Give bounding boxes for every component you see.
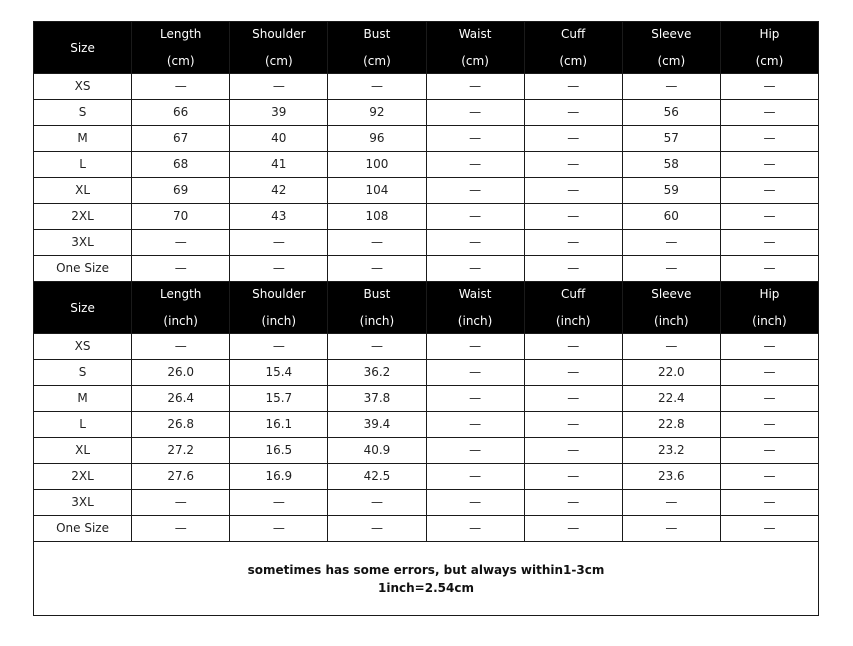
measurement-cell-hip: — [720, 204, 818, 230]
column-header-label: Hip [759, 287, 780, 301]
measurement-cell-hip: — [720, 516, 818, 542]
column-unit-label: (inch) [457, 314, 493, 328]
measurement-cell-length: 26.0 [132, 360, 230, 386]
column-unit-label: (cm) [264, 54, 293, 68]
size-label-cell: 2XL [34, 204, 132, 230]
inch_table-row-3xl [34, 490, 819, 516]
inch_table-row-xs [34, 334, 819, 360]
column-unit-label: (cm) [363, 54, 391, 68]
measurement-cell-cuff: — [524, 178, 622, 204]
measurement-cell-cuff: — [524, 100, 622, 126]
size-label-cell: XS [34, 74, 132, 100]
measurement-cell-shoulder: 41 [230, 152, 328, 178]
size-chart-body [34, 22, 819, 616]
measurement-cell-waist: — [426, 100, 524, 126]
measurement-cell-shoulder: — [230, 490, 328, 516]
measurement-cell-sleeve: 23.6 [622, 464, 720, 490]
unit-conversion-note: 1inch=2.54cm [378, 580, 474, 595]
measurement-cell-sleeve: 22.4 [622, 386, 720, 412]
measurement-cell-bust: 100 [328, 152, 426, 178]
measurement-cell-sleeve: 58 [622, 152, 720, 178]
column-unit-label: (inch) [359, 314, 395, 328]
cm_table-header-sleeve [622, 22, 720, 74]
measurement-cell-shoulder: 42 [230, 178, 328, 204]
inch_table-header-hip [720, 282, 818, 334]
cm_table-header-cuff [524, 22, 622, 74]
measurement-cell-hip: — [720, 334, 818, 360]
measurement-cell-sleeve: — [622, 490, 720, 516]
column-header-label: Size [70, 40, 95, 55]
column-header-label: Sleeve [651, 27, 692, 41]
measurement-cell-sleeve: — [622, 74, 720, 100]
measurement-cell-sleeve: — [622, 516, 720, 542]
measurement-cell-waist: — [426, 464, 524, 490]
inch_table-header-shoulder [230, 282, 328, 334]
measurement-cell-bust: — [328, 516, 426, 542]
measurement-cell-shoulder: 43 [230, 204, 328, 230]
measurement-cell-hip: — [720, 464, 818, 490]
measurement-cell-bust: 36.2 [328, 360, 426, 386]
column-header-label: Shoulder [252, 287, 306, 301]
cm_table-row-xl [34, 178, 819, 204]
column-header-label: Cuff [561, 287, 586, 301]
measurement-cell-length: 26.8 [132, 412, 230, 438]
measurement-cell-cuff: — [524, 126, 622, 152]
measurement-cell-cuff: — [524, 464, 622, 490]
column-header-label: Bust [363, 287, 391, 301]
size-label-cell: XL [34, 438, 132, 464]
measurement-cell-bust: 104 [328, 178, 426, 204]
size-label-cell: L [34, 412, 132, 438]
size-label-cell: One Size [34, 256, 132, 282]
column-header-label: Sleeve [651, 287, 692, 301]
measurement-cell-length: 67 [132, 126, 230, 152]
cm_table-header-hip [720, 22, 818, 74]
cm_table-row-l [34, 152, 819, 178]
cm_table-row-3xl [34, 230, 819, 256]
column-unit-label: (cm) [166, 54, 195, 68]
measurement-cell-cuff: — [524, 334, 622, 360]
measurement-cell-bust: — [328, 490, 426, 516]
measurement-cell-bust: — [328, 334, 426, 360]
cm_table-row-m [34, 126, 819, 152]
inch_table-header-length [132, 282, 230, 334]
measurement-cell-bust: 40.9 [328, 438, 426, 464]
measurement-cell-shoulder: 16.9 [230, 464, 328, 490]
size-label-cell: L [34, 152, 132, 178]
measurement-cell-waist: — [426, 386, 524, 412]
inch_table-header-sleeve [622, 282, 720, 334]
cm_table-row-xs [34, 74, 819, 100]
cm_table-header-size [34, 22, 132, 74]
inch_table-header-bust [328, 282, 426, 334]
cm_table-header-waist [426, 22, 524, 74]
inch_table-row-xl [34, 438, 819, 464]
measurement-cell-cuff: — [524, 256, 622, 282]
measurement-cell-waist: — [426, 178, 524, 204]
measurement-cell-cuff: — [524, 360, 622, 386]
measurement-cell-bust: 96 [328, 126, 426, 152]
measurement-cell-length: 68 [132, 152, 230, 178]
measurement-cell-shoulder: 39 [230, 100, 328, 126]
column-unit-label: (inch) [261, 314, 297, 328]
measurement-cell-hip: — [720, 152, 818, 178]
inch_table-row-2xl [34, 464, 819, 490]
measurement-cell-sleeve: 57 [622, 126, 720, 152]
cm_table-row-s [34, 100, 819, 126]
measurement-cell-length: 66 [132, 100, 230, 126]
measurement-cell-shoulder: — [230, 334, 328, 360]
measurement-cell-shoulder: 16.1 [230, 412, 328, 438]
column-header-label: Size [70, 300, 95, 315]
measurement-cell-hip: — [720, 178, 818, 204]
column-header-label: Bust [363, 27, 391, 41]
measurement-cell-sleeve: 59 [622, 178, 720, 204]
measurement-cell-waist: — [426, 360, 524, 386]
measurement-cell-bust: 37.8 [328, 386, 426, 412]
size-label-cell: S [34, 360, 132, 386]
measurement-cell-length: — [132, 74, 230, 100]
error-tolerance-note: sometimes has some errors, but always within1-3cm [247, 562, 605, 577]
inch_table-row-m [34, 386, 819, 412]
measurement-cell-waist: — [426, 516, 524, 542]
column-header-label: Length [159, 287, 202, 301]
measurement-cell-waist: — [426, 126, 524, 152]
measurement-cell-hip: — [720, 412, 818, 438]
size-label-cell: One Size [34, 516, 132, 542]
measurement-cell-shoulder: 40 [230, 126, 328, 152]
measurement-cell-bust: 39.4 [328, 412, 426, 438]
measurement-cell-shoulder: 16.5 [230, 438, 328, 464]
size-label-cell: M [34, 126, 132, 152]
measurement-cell-length: 27.6 [132, 464, 230, 490]
cm_table-header-bust [328, 22, 426, 74]
measurement-cell-waist: — [426, 204, 524, 230]
inch_table-header-row [34, 282, 819, 334]
cm_table-header-row [34, 22, 819, 74]
column-unit-label: (inch) [752, 314, 787, 328]
column-header-label: Waist [458, 287, 492, 301]
measurement-cell-waist: — [426, 334, 524, 360]
inch_table-row-one-size [34, 516, 819, 542]
inch_table-header-cuff [524, 282, 622, 334]
size-label-cell: 3XL [34, 230, 132, 256]
measurement-cell-hip: — [720, 74, 818, 100]
measurement-cell-bust: — [328, 74, 426, 100]
measurement-cell-sleeve: — [622, 334, 720, 360]
measurement-cell-cuff: — [524, 230, 622, 256]
measurement-cell-shoulder: 15.4 [230, 360, 328, 386]
column-unit-label: (cm) [755, 54, 784, 68]
column-unit-label: (inch) [163, 314, 198, 328]
measurement-cell-waist: — [426, 490, 524, 516]
measurement-cell-sleeve: 56 [622, 100, 720, 126]
measurement-cell-hip: — [720, 230, 818, 256]
measurement-cell-cuff: — [524, 516, 622, 542]
measurement-cell-hip: — [720, 490, 818, 516]
column-header-label: Waist [458, 27, 492, 41]
measurement-cell-cuff: — [524, 204, 622, 230]
inch_table-header-waist [426, 282, 524, 334]
measurement-cell-length: — [132, 516, 230, 542]
measurement-cell-waist: — [426, 438, 524, 464]
measurement-cell-hip: — [720, 256, 818, 282]
measurement-cell-bust: 92 [328, 100, 426, 126]
column-unit-label: (inch) [654, 314, 689, 328]
cm_table-row-one-size [34, 256, 819, 282]
size-label-cell: M [34, 386, 132, 412]
column-unit-label: (cm) [559, 54, 588, 68]
column-unit-label: (cm) [657, 54, 686, 68]
column-unit-label: (cm) [461, 54, 489, 68]
measurement-cell-waist: — [426, 74, 524, 100]
size-label-cell: XS [34, 334, 132, 360]
measurement-cell-cuff: — [524, 438, 622, 464]
column-header-label: Shoulder [252, 27, 306, 41]
measurement-cell-bust: — [328, 230, 426, 256]
size-label-cell: 2XL [34, 464, 132, 490]
measurement-cell-waist: — [426, 256, 524, 282]
measurement-cell-shoulder: — [230, 74, 328, 100]
measurement-cell-cuff: — [524, 152, 622, 178]
measurement-cell-length: 69 [132, 178, 230, 204]
measurement-cell-bust: — [328, 256, 426, 282]
measurement-cell-cuff: — [524, 74, 622, 100]
measurement-cell-sleeve: 23.2 [622, 438, 720, 464]
measurement-cell-cuff: — [524, 490, 622, 516]
size-chart-table [33, 21, 819, 616]
measurement-cell-sleeve: 60 [622, 204, 720, 230]
measurement-cell-hip: — [720, 386, 818, 412]
measurement-cell-waist: — [426, 412, 524, 438]
measurement-cell-length: 27.2 [132, 438, 230, 464]
measurement-cell-length: — [132, 490, 230, 516]
size-label-cell: 3XL [34, 490, 132, 516]
measurement-cell-hip: — [720, 438, 818, 464]
measurement-cell-bust: 42.5 [328, 464, 426, 490]
measurement-cell-cuff: — [524, 386, 622, 412]
measurement-cell-length: 26.4 [132, 386, 230, 412]
measurement-cell-shoulder: — [230, 516, 328, 542]
cm_table-row-2xl [34, 204, 819, 230]
size-label-cell: XL [34, 178, 132, 204]
cm_table-header-shoulder [230, 22, 328, 74]
measurement-cell-waist: — [426, 230, 524, 256]
inch_table-row-s [34, 360, 819, 386]
measurement-cell-shoulder: — [230, 256, 328, 282]
measurement-cell-bust: 108 [328, 204, 426, 230]
measurement-cell-length: — [132, 256, 230, 282]
measurement-cell-sleeve: — [622, 256, 720, 282]
column-unit-label: (inch) [555, 314, 591, 328]
measurement-note [34, 542, 819, 616]
measurement-cell-sleeve: 22.0 [622, 360, 720, 386]
measurement-cell-hip: — [720, 100, 818, 126]
measurement-cell-length: 70 [132, 204, 230, 230]
measurement-note-row [34, 542, 819, 616]
measurement-cell-shoulder: 15.7 [230, 386, 328, 412]
column-header-label: Cuff [561, 27, 586, 41]
inch_table-header-size [34, 282, 132, 334]
measurement-cell-sleeve: — [622, 230, 720, 256]
measurement-cell-sleeve: 22.8 [622, 412, 720, 438]
measurement-cell-hip: — [720, 126, 818, 152]
measurement-cell-waist: — [426, 152, 524, 178]
size-label-cell: S [34, 100, 132, 126]
measurement-cell-length: — [132, 230, 230, 256]
cm_table-header-length [132, 22, 230, 74]
column-header-label: Length [159, 27, 202, 41]
inch_table-row-l [34, 412, 819, 438]
measurement-cell-cuff: — [524, 412, 622, 438]
measurement-cell-length: — [132, 334, 230, 360]
column-header-label: Hip [759, 27, 780, 41]
measurement-cell-hip: — [720, 360, 818, 386]
measurement-cell-shoulder: — [230, 230, 328, 256]
